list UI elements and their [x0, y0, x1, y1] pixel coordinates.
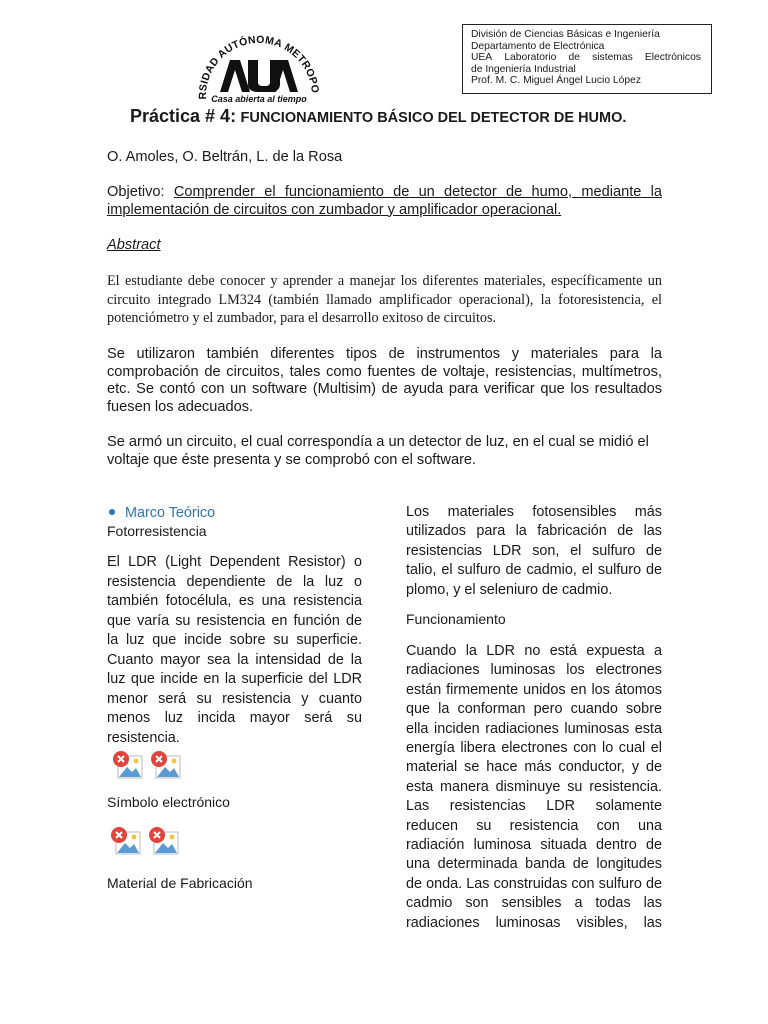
practice-name: FUNCIONAMIENTO BÁSICO DEL DETECTOR DE HUMO.: [240, 110, 627, 126]
uam-logo: [186, 18, 332, 110]
objective-label: Objetivo:: [107, 184, 165, 200]
broken-image-icon: [110, 826, 142, 856]
abstract-paragraph-2: Se utilizaron también diferentes tipos de instrumentos y materiales para la comprobación de circuitos, tales como fuentes de voltaje, resistencias, multímetros, etc. Se contó con un software (Multisim) de ayuda para verificar que los resultados fuesen los adecuados.: [107, 346, 662, 415]
abstract-heading: Abstract: [107, 237, 161, 253]
abstract-paragraph-1: El estudiante debe conocer y aprender a manejar los diferentes materiales, específicamente un circuito integrado LM324 (también llamado amplificador operacional), la fotoresistencia, el potenciómetro y el zumbador, para el desarrollo exitoso de circuitos.: [107, 273, 662, 326]
uea-word: Electrónicos: [644, 52, 701, 64]
objective-text: Comprender el funcionamiento de un detector de humo, mediante la implementación de circuitos con zumbador y amplificador operacional.: [107, 184, 662, 218]
broken-image-icon: [150, 750, 182, 780]
broken-images-row: [110, 826, 180, 856]
practice-number: Práctica # 4:: [130, 106, 237, 126]
department-line: Departamento de Electrónica: [471, 40, 605, 52]
uea-word: de: [568, 52, 580, 64]
authors: O. Amoles, O. Beltrán, L. de la Rosa: [107, 149, 343, 165]
abstract-paragraph-3: Se armó un circuito, el cual correspondía a un detector de luz, en el cual se midió el voltaje que éste presenta y se comprobó con el software.: [107, 434, 649, 468]
section-marco-teorico: [107, 505, 215, 521]
materials-paragraph: Los materiales fotosensibles más utilizados para la fabricación de las resistencias LDR son, el sulfuro de talio, el sulfuro de cadmio, el sulfuro de plomo, y el seleniuro de cadmio.: [406, 504, 662, 598]
section-title: Marco Teórico: [125, 505, 216, 521]
broken-image-icon: [112, 750, 144, 780]
uea-line: [471, 52, 711, 64]
uea-word: sistemas: [592, 52, 633, 64]
material-label: Material de Fabricación: [107, 875, 253, 891]
symbol-label: Símbolo electrónico: [107, 794, 230, 810]
course-info-box: [462, 24, 712, 94]
professor-line: Prof. M. C. Miguel Ángel Lucio López: [471, 75, 641, 87]
logo-motto: Casa abierta al tiempo: [211, 94, 307, 104]
bullet-icon: [109, 509, 115, 515]
practice-title: [130, 106, 670, 127]
logo-university-name: RSIDAD AUTÓNOMA METROPO: [196, 33, 322, 100]
division-line: División de Ciencias Básicas e Ingeniería: [471, 29, 660, 40]
funcionamiento-heading: Funcionamiento: [406, 611, 506, 627]
objective: [107, 184, 662, 219]
subtitle-fotorresistencia: Fotorresistencia: [107, 523, 207, 539]
funcionamiento-paragraph: Cuando la LDR no está expuesta a radiaciones luminosas los electrones están firmemente unidos en los átomos que la conforman pero cuando sobre ella inciden radiaciones luminosas esta energía libera electrones con lo cual el material se hace más conductor, y de esta manera disminuye su resistencia. Las resistencias LDR solamente reducen su resistencia con una radiación luminosa situada dentro de una determinada banda de longitudes de onda. Las construidas con sulfuro de cadmio son sensibles a todas las radiaciones luminosas visibles, las: [406, 643, 662, 931]
ldr-paragraph: El LDR (Light Dependent Resistor) o resistencia dependiente de la luz o también fotocélula, es una resistencia que varía su resistencia en función de la luz que incide sobre su superficie. Cuanto mayor sea la intensidad de la luz que incide en la superficie del LDR menor será su resistencia y cuanto menos luz incida mayor será su resistencia.: [107, 554, 362, 746]
uea-word: Laboratorio: [504, 52, 557, 64]
broken-images-row: [112, 750, 182, 780]
uea-line-continued: de Ingeniería Industrial: [471, 63, 576, 75]
uea-word: UEA: [471, 52, 493, 64]
broken-image-icon: [148, 826, 180, 856]
